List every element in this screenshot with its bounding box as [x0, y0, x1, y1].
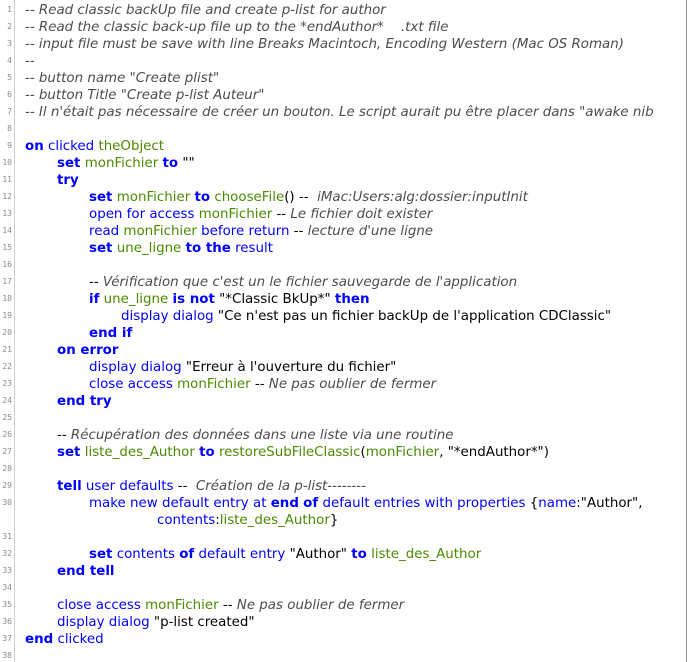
token-comment: --: [25, 54, 35, 69]
token-literal: , "*endAuthor*"): [439, 445, 549, 460]
code-line[interactable]: [0, 206, 687, 223]
token-variable: monFichier: [365, 445, 440, 460]
line-number: 8: [7, 124, 12, 133]
token-variable: une_ligne: [99, 292, 173, 307]
line-number: 5: [7, 73, 12, 82]
code-line[interactable]: [0, 257, 687, 274]
token-keyword: is not: [172, 292, 215, 307]
code-text: [121, 308, 611, 325]
token-literal: --: [289, 224, 308, 239]
code-line[interactable]: [0, 2, 687, 19]
token-keyword: if: [89, 292, 100, 307]
token-literal: --: [89, 275, 103, 290]
code-text: [57, 427, 454, 444]
code-line[interactable]: [0, 614, 687, 631]
code-text: [25, 87, 264, 104]
code-text: [89, 223, 433, 240]
code-text: [57, 155, 195, 172]
token-command: display dialog: [89, 360, 182, 375]
token-keyword: to the: [185, 241, 231, 256]
code-text: [25, 138, 164, 155]
token-command: contents: [157, 513, 216, 528]
token-comment: Ne pas oublier de fermer: [236, 598, 405, 613]
token-literal: "Erreur à l'ouverture du fichier": [181, 360, 397, 375]
token-comment: Récupération des données dans une liste via une routine: [70, 428, 454, 443]
code-text: [157, 512, 338, 529]
token-variable: liste_des_Author: [366, 547, 482, 562]
token-comment: iMac:Users:alg:dossier:inputInit: [312, 190, 528, 205]
token-keyword: end if: [89, 326, 133, 341]
line-number: 13: [2, 209, 12, 218]
code-line[interactable]: [0, 53, 687, 70]
token-variable: theObject: [98, 139, 165, 154]
token-variable: monFichier: [194, 207, 277, 222]
token-keyword: to: [351, 547, 367, 562]
line-number: 34: [2, 583, 12, 592]
token-keyword: end: [25, 632, 54, 647]
token-keyword: end try: [57, 394, 112, 409]
token-keyword: then: [334, 292, 370, 307]
token-command: before: [201, 224, 245, 239]
code-text: [57, 563, 115, 580]
line-number: 16: [2, 260, 12, 269]
code-text: [57, 444, 549, 461]
code-line[interactable]: [0, 189, 687, 206]
line-number: 36: [2, 617, 12, 626]
token-comment: -- Read classic backUp file and create p-list for author: [25, 3, 386, 18]
token-variable: restoreSubFileClassic: [214, 445, 361, 460]
line-number: 23: [2, 379, 12, 388]
token-literal: --: [276, 207, 291, 222]
code-line[interactable]: [0, 87, 687, 104]
line-number: 22: [2, 362, 12, 371]
token-command: close access: [57, 598, 141, 613]
line-number: 10: [2, 158, 12, 167]
code-text: [89, 376, 436, 393]
token-command: default entries: [318, 496, 425, 511]
code-line[interactable]: [0, 529, 687, 546]
line-number: 19: [2, 311, 12, 320]
code-line[interactable]: [0, 121, 687, 138]
token-command: make new default entry at: [89, 496, 271, 511]
token-literal: {: [525, 496, 539, 511]
token-comment: -- button Title "Create p-list Auteur": [25, 88, 265, 103]
token-literal: --: [254, 377, 269, 392]
line-number: 6: [7, 90, 12, 99]
token-command: contents: [112, 547, 180, 562]
token-literal: :: [215, 513, 220, 528]
code-line[interactable]: [0, 342, 687, 359]
token-literal: "Ce n'est pas un fichier backUp de l'application CDClassic": [213, 309, 612, 324]
token-command: open for access: [89, 207, 195, 222]
code-line[interactable]: [0, 478, 687, 495]
code-line[interactable]: [0, 376, 687, 393]
token-keyword: set: [57, 156, 81, 171]
token-variable: chooseFile: [210, 190, 285, 205]
code-line[interactable]: [0, 308, 687, 325]
line-number: 17: [2, 277, 12, 286]
token-keyword: end: [270, 496, 299, 511]
token-variable: monFichier: [119, 224, 202, 239]
token-keyword: of: [303, 496, 319, 511]
line-number: 37: [2, 634, 12, 643]
line-number: 15: [2, 243, 12, 252]
token-command: return: [248, 224, 290, 239]
token-variable: monFichier: [172, 377, 255, 392]
line-number: 29: [2, 481, 12, 490]
code-line[interactable]: [0, 563, 687, 580]
token-literal: "": [178, 156, 195, 171]
line-number: 27: [2, 447, 12, 456]
token-command: with properties: [424, 496, 526, 511]
line-number: 14: [2, 226, 12, 235]
line-number: 2: [7, 22, 12, 31]
token-comment: Ne pas oublier de fermer: [268, 377, 437, 392]
line-number: 12: [2, 192, 12, 201]
code-line[interactable]: [0, 580, 687, 597]
token-variable: monFichier: [140, 598, 223, 613]
token-keyword: to: [162, 156, 179, 171]
code-text: [89, 189, 528, 206]
token-literal: --: [222, 598, 237, 613]
code-text: [25, 36, 624, 53]
code-text: [25, 2, 386, 19]
line-number: 32: [2, 549, 12, 558]
token-literal: --: [173, 479, 192, 494]
token-keyword: of: [179, 547, 195, 562]
code-line[interactable]: [0, 495, 687, 512]
token-keyword: tell: [57, 479, 82, 494]
line-number: 35: [2, 600, 12, 609]
code-line[interactable]: [0, 597, 687, 614]
code-text: [25, 104, 654, 121]
token-literal: }: [329, 513, 339, 528]
code-text: [89, 495, 642, 512]
code-text: [25, 53, 35, 70]
code-text: [57, 478, 366, 495]
token-comment: Création de la p-list--------: [191, 479, 366, 494]
line-number: 20: [2, 328, 12, 337]
line-number: 30: [2, 498, 12, 507]
token-literal: "*Classic BkUp*": [214, 292, 335, 307]
token-command: display dialog: [121, 309, 214, 324]
line-number: 21: [2, 345, 12, 354]
code-line[interactable]: [0, 648, 687, 662]
token-keyword: set: [89, 190, 113, 205]
token-keyword: set: [89, 241, 113, 256]
code-line[interactable]: [0, 461, 687, 478]
token-literal: --: [57, 428, 71, 443]
line-number: 31: [2, 532, 12, 541]
code-text: [89, 206, 432, 223]
code-text: [89, 240, 273, 257]
token-keyword: set: [89, 547, 113, 562]
code-text: [57, 342, 119, 359]
token-keyword: set: [57, 445, 81, 460]
token-command: name: [538, 496, 577, 511]
line-number: 26: [2, 430, 12, 439]
token-literal: (: [360, 445, 366, 460]
code-line[interactable]: [0, 274, 687, 291]
token-keyword: to: [199, 445, 215, 460]
code-line[interactable]: [0, 410, 687, 427]
code-line[interactable]: [0, 359, 687, 376]
code-line[interactable]: [0, 19, 687, 36]
code-line[interactable]: [0, 512, 687, 529]
token-comment: -- button name "Create plist": [25, 71, 220, 86]
line-number: 18: [2, 294, 12, 303]
token-literal: :"Author",: [576, 496, 643, 511]
line-number: 1: [7, 5, 12, 14]
code-text: [57, 172, 79, 189]
code-line[interactable]: [0, 172, 687, 189]
line-number: 4: [7, 56, 12, 65]
token-command: clicked: [43, 139, 99, 154]
code-text: [89, 325, 132, 342]
token-comment: Vérification que c'est un le fichier sauvegarde de l'application: [102, 275, 518, 290]
line-number: 28: [2, 464, 12, 473]
code-line[interactable]: [0, 444, 687, 461]
token-command: clicked: [53, 632, 104, 647]
token-command: default entry: [194, 547, 286, 562]
code-line[interactable]: [0, 36, 687, 53]
token-keyword: end tell: [57, 564, 115, 579]
token-variable: une_ligne: [112, 241, 186, 256]
token-command: close access: [89, 377, 173, 392]
code-text: [89, 546, 481, 563]
token-comment: lecture d'une ligne: [307, 224, 434, 239]
code-text: [57, 614, 255, 631]
line-number: 33: [2, 566, 12, 575]
token-variable: liste_des_Author: [219, 513, 330, 528]
token-variable: monFichier: [80, 156, 163, 171]
line-number: 38: [2, 651, 12, 660]
line-number: 11: [2, 175, 12, 184]
code-text: [25, 70, 219, 87]
line-number: 3: [7, 39, 12, 48]
token-keyword: try: [57, 173, 79, 188]
code-line[interactable]: [0, 291, 687, 308]
code-line[interactable]: [0, 70, 687, 87]
token-keyword: on: [25, 139, 44, 154]
code-line[interactable]: [0, 631, 687, 648]
token-comment: -- input file must be save with line Breaks Macintoch, Encoding Western (Mac OS Roman): [25, 37, 624, 52]
line-number: 9: [7, 141, 12, 150]
token-command: user defaults: [81, 479, 174, 494]
code-line[interactable]: [0, 325, 687, 342]
code-line[interactable]: [0, 393, 687, 410]
code-line[interactable]: [0, 138, 687, 155]
code-text: [89, 274, 517, 291]
line-number: 7: [7, 107, 12, 116]
token-keyword: to: [194, 190, 211, 205]
code-text: [89, 359, 396, 376]
token-command: display dialog: [57, 615, 150, 630]
code-line[interactable]: [0, 104, 687, 121]
code-line[interactable]: [0, 427, 687, 444]
token-variable: monFichier: [112, 190, 195, 205]
code-line[interactable]: [0, 240, 687, 257]
token-command: result: [230, 241, 273, 256]
code-text: [57, 393, 112, 410]
code-line[interactable]: [0, 223, 687, 240]
token-command: read: [89, 224, 120, 239]
token-comment: -- Read the classic back-up file up to the *endAuthor* .txt file: [25, 20, 449, 35]
token-literal: "Author": [285, 547, 352, 562]
token-literal: () --: [284, 190, 313, 205]
code-line[interactable]: [0, 546, 687, 563]
token-keyword: on error: [57, 343, 119, 358]
token-variable: liste_des_Author: [80, 445, 200, 460]
token-comment: Le fichier doit exister: [290, 207, 433, 222]
code-text: [57, 597, 404, 614]
line-number: 25: [2, 413, 12, 422]
code-text: [25, 19, 448, 36]
line-number: 24: [2, 396, 12, 405]
code-text: [89, 291, 369, 308]
code-text: [25, 631, 104, 648]
code-line[interactable]: [0, 155, 687, 172]
token-comment: -- Il n'était pas nécessaire de créer un bouton. Le script aurait pu être placer dans "awake nib: [25, 105, 654, 120]
token-literal: "p-list created": [149, 615, 255, 630]
